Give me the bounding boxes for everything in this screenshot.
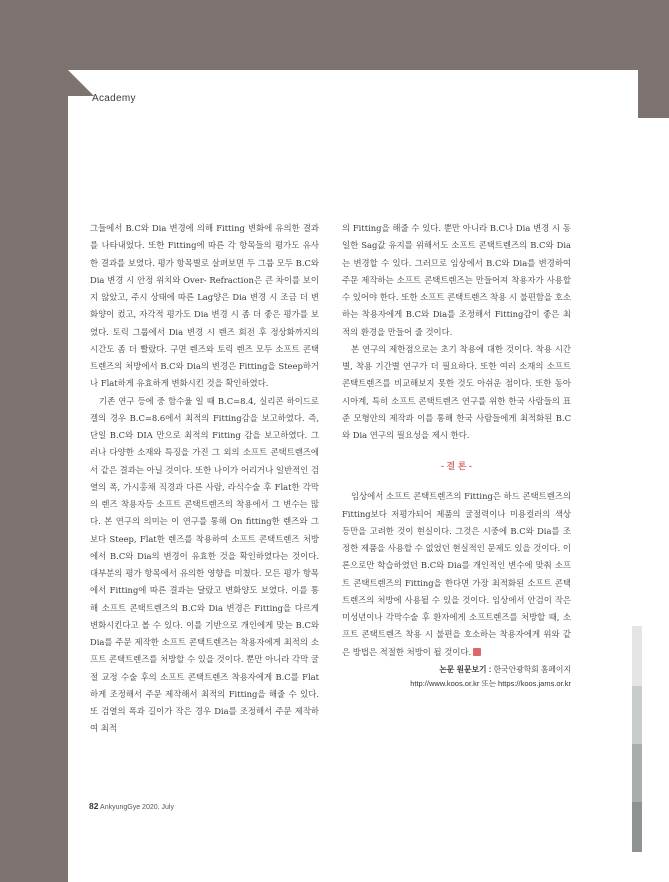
end-mark-icon <box>473 648 481 656</box>
color-strip <box>632 802 642 852</box>
conclusion-text: 임상에서 소프트 콘택트렌즈의 Fitting은 하드 콘택트렌즈의 Fitting보다 저평가되어 제품의 굴절력이나 미용컬러의 색상 등만을 고려한 것이 현실이다. 그것은 시중에 B.C와 Dia를 조정한 제품을 사용할 수 없었던 현실적인 문제도 있을 것이다. 이론으로만 학습하였던 B.C와 Dia를 개인적인 변수에 맞춰 소프트 콘택트렌즈의 Fitting을 한다면 가장 최적화된 소프트 콘택트렌즈의 처방에 사용될 수 있을 것이다. 임상에서 안검이 작은 미성년이나 각막수술 후 환자에게 소프트렌즈를 처방할 때, 소프트 콘택트렌즈 착용 시 불편을 호소하는 착용자에게 위와 같은 방법은 적절한 처방이 될 것이다. <box>342 491 571 657</box>
conclusion-paragraph <box>342 488 571 661</box>
left-column <box>90 220 319 738</box>
top-color-band <box>0 0 669 70</box>
paragraph: 의 Fitting을 해줄 수 있다. 뿐만 아니라 B.C나 Dia 변경 시 동일한 Sag값 유지를 위해서도 소프트 콘택트렌즈의 B.C와 Dia는 변경할 수 있다. 그러므로 임상에서 B.C와 Dia를 변경하여 주문 제작하는 소프트 콘택트렌즈는 만들어져 착용자가 사용할 수 있어야 한다. 또한 소프트 콘택트렌즈 착용 시 불편함을 호소하는 착용자에게 B.C와 Dia를 조정해서 Fitting감이 좋은 최적의 환경을 만들어 줄 것이다. <box>342 223 571 337</box>
footer <box>89 801 174 811</box>
source-line <box>342 663 571 677</box>
paragraph: 그들에서 B.C와 Dia 변경에 의해 Fitting 변화에 유의한 결과를 나타내었다. 또한 Fitting에 따른 각 항목들의 평가도 유사한 결과를 보였다. 평가 항목별로 살펴보면 두 그룹 모두 B.C와 Dia 변경 시 안정 위치와 Over- Refraction은 큰 차이를 보이지 않았고, 주시 상태에 따른 Lag양은 Dia 변경 시 조금 더 변화양이 컸고, 자각적 평가도 Dia 변경 시 좀 더 좋은 평가를 보였다. 토릭 그룹에서 Dia 변경 시 렌즈 회전 후 정상화까지의 시간도 좀 더 빨랐다. 구면 렌즈와 토릭 렌즈 모두 소프트 콘택트렌즈의 처방에서 B.C와 Dia의 변경은 Fitting을 Steep하거나 Flat하게 유효하게 변화시킨 것을 확인하였다. <box>90 223 319 389</box>
publication-info: AnkyungGye 2020. July <box>100 804 174 811</box>
conclusion-heading: - 결 론 - <box>441 461 472 472</box>
right-color-band <box>638 0 669 118</box>
section-label: Academy <box>92 93 136 104</box>
page-number: 82 <box>89 801 99 811</box>
color-strip <box>632 626 642 686</box>
paragraph: 기존 연구 등에 중 함수율 일 때 B.C=8.4, 실리콘 하이드로겔의 경우 B.C=8.6에서 최적의 Fitting감을 보고하였다. 즉, 단일 B.C와 DIA 만으로 최적의 Fitting 감을 보고하였다. 그러나 다양한 소재와 특징을 가진 그 외의 소프트 콘택트렌즈에서 같은 결과는 아닐 것이다. 또한 나이가 어리거나 일반적인 검열의 폭, 가시홍채 직경과 다른 사람, 라식수술 후 Flat한 각막의 렌즈 착용자등 소프트 콘택트렌즈의 착용에서 그 변수는 많다. 본 연구의 의미는 이 연구를 통해 On fitting한 렌즈와 그보다 Steep, Flat한 렌즈를 착용하여 소프트 콘택트렌즈 처방에서 B.C와 Dia의 변경이 유효한 것을 확인하였다는 것이다. 대부분의 평가 항목에서 유의한 영향을 미쳤다. 모든 평가 항목에서 Fitting에 따른 결과는 달랐고 변화양도 보였다. 이를 통해 소프트 콘택트렌즈의 B.C와 Dia 변경은 Fitting을 다르게 변화시킨다고 볼 수 있다. 이를 기반으로 개인에게 맞는 B.C와 Dia를 주문 제작한 소프트 콘택트렌즈는 착용자에게 최적의 소프트 콘택트렌즈를 처방할 수 있을 것이다. 뿐만 아니라 각막 굴절 교정 수술 후의 소프트 콘택트렌즈 착용자에게 B.C를 Flat하게 조정해서 주문 제작해서 최적의 Fitting을 해줄 수 있다. 또 검열의 폭과 길이가 작은 경우 Dia를 조정해서 주문 제작하여 최적 <box>90 395 319 734</box>
source-label: 논문 원문보기 : <box>439 664 492 674</box>
color-strip <box>632 744 642 802</box>
paragraph: 본 연구의 제한점으로는 초기 착용에 대한 것이다. 착용 시간별, 착용 기간별 연구가 더 필요하다. 또한 여러 소재의 소프트 콘택트렌즈를 비교해보지 못한 것도 아쉬운 점이다. 또한 동아시아계, 특히 소프트 콘택트렌즈 연구를 위한 한국 사람들의 표준 모형안의 제작과 이를 통해 한국 사람들에게 최적화된 B.C와 Dia 연구의 필요성을 제시 한다. <box>342 343 571 440</box>
page-corner-fold <box>68 70 94 96</box>
left-color-band <box>0 0 68 882</box>
right-column <box>342 220 571 691</box>
color-strip <box>632 686 642 744</box>
source-description: 한국안광학회 홈페이지 <box>493 664 571 674</box>
source-urls[interactable]: http://www.koos.or.kr 또는 https://koos.jams.or.kr <box>410 678 571 688</box>
